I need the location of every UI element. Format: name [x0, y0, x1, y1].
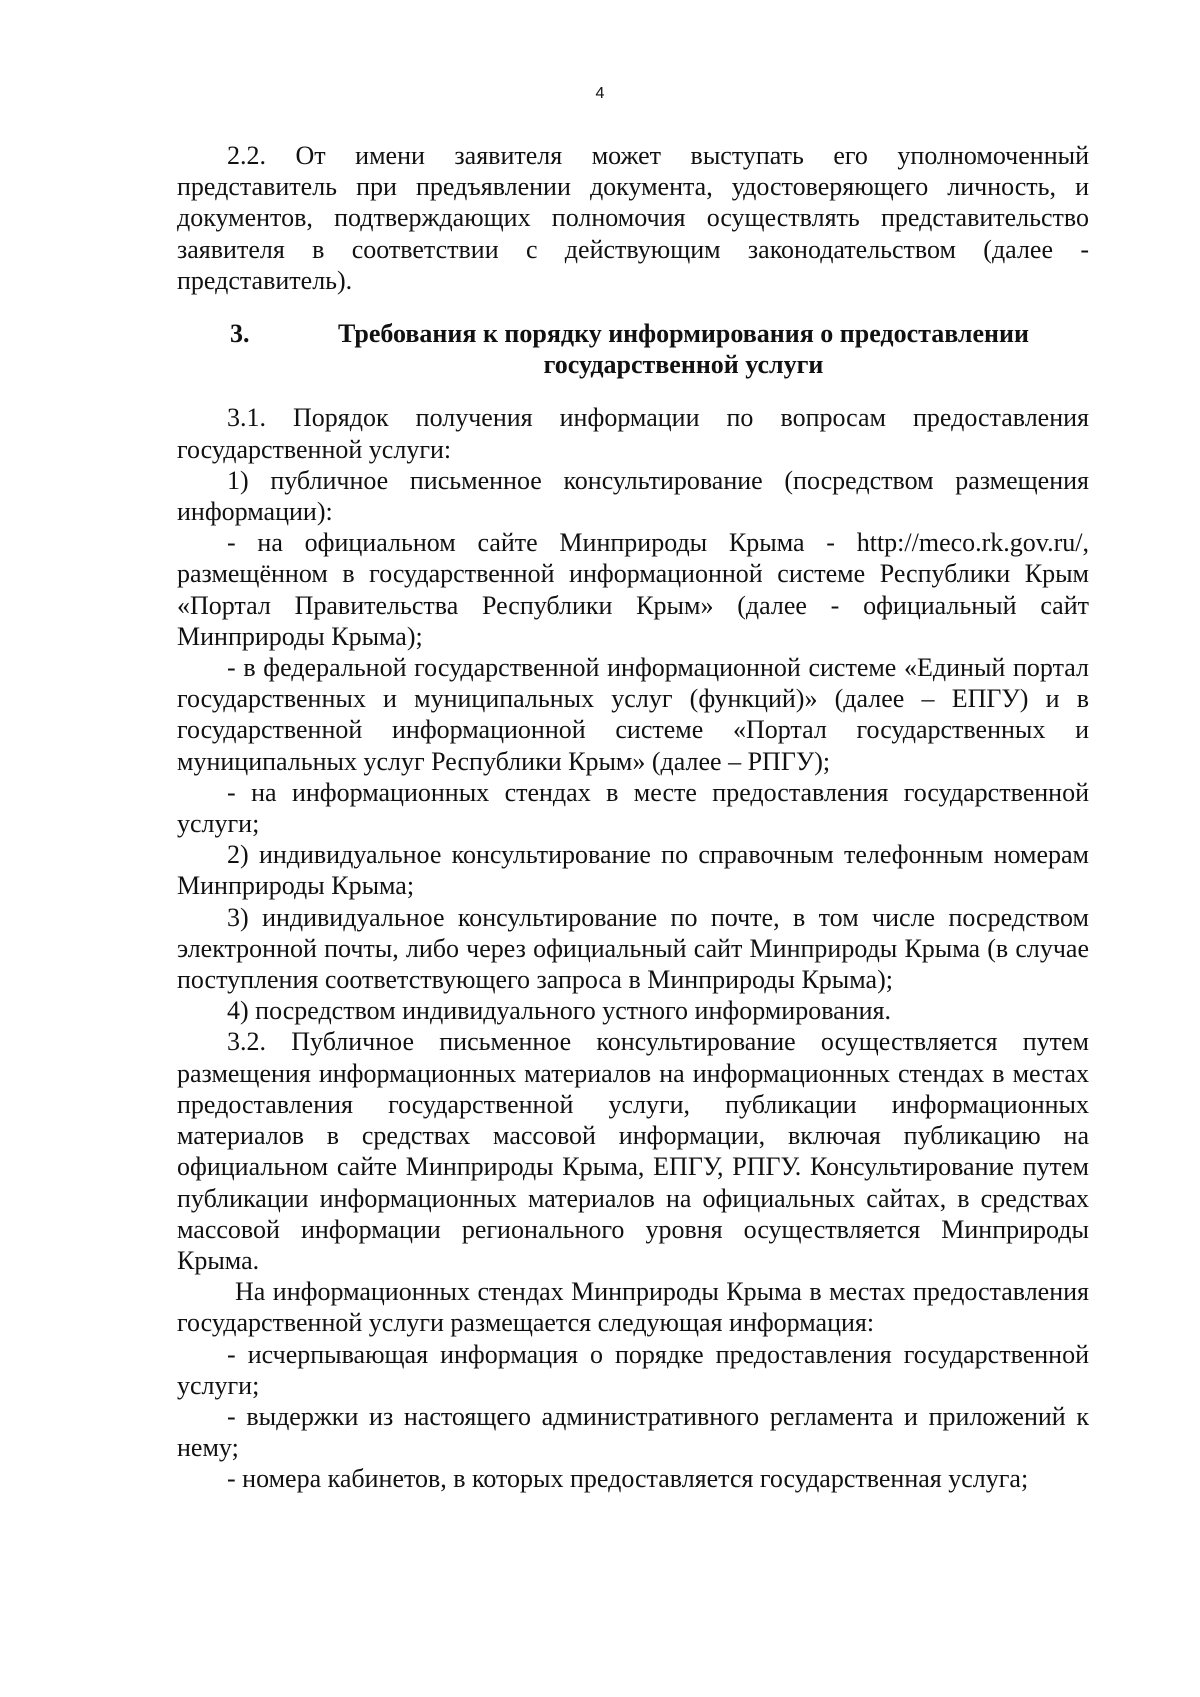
page-number: 4 [595, 85, 605, 102]
list-item-3: 3) индивидуальное консультирование по почте, в том числе посредством электронной почты, либо через официальный сайт Минприроды Крыма (в случае поступления соответствующего запроса в Минприроды Крыма); [177, 902, 1089, 995]
spacer [177, 296, 1089, 318]
section-number: 3. [230, 319, 250, 349]
spacer [177, 380, 1089, 402]
list-item-4: 4) посредством индивидуального устного информирования. [227, 996, 891, 1026]
paragraph-3-1: 3.1. Порядок получения информации по вопросам предоставления государственной услуги: [177, 403, 1089, 464]
list-item-2: 2) индивидуальное консультирование по справочным телефонным номерам Минприроды Крыма; [177, 840, 1089, 901]
section-heading [177, 318, 1089, 380]
list-item-1: 1) публичное письменное консультирование (посредством размещения информации): [177, 465, 1089, 527]
list-item-official-site: - на официальном сайте Минприроды Крыма - http://meco.rk.gov.ru/, размещённом в государственной информационной системе Республики Крым «Портал Правительства Республики Крым» (далее - официальный сайт Минприроды Крыма); [177, 528, 1089, 651]
document-body [177, 140, 1089, 1495]
section-title: Требования к порядку информирования о предоставлении государственной услуги [338, 319, 1029, 380]
paragraph-2-2: 2.2. От имени заявителя может выступать его уполномоченный представитель при предъявлении документа, удостоверяющего личность, и документов, подтверждающих полномочия осуществлять представительство заявителя в соответствии с действующим законодательством (далее - представитель). [177, 141, 1089, 295]
list-item-room-numbers: - номера кабинетов, в которых предоставляется государственная услуга; [227, 1464, 1029, 1494]
paragraph-3-2: 3.2. Публичное письменное консультирование осуществляется путем размещения информационных материалов на информационных стендах в местах предоставления государственной услуги, публикации информационных материалов в средствах массовой информации, включая публикацию на официальном сайте Минприроды Крыма, ЕПГУ, РПГУ. Консультирование путем публикации информационных материалов на официальных сайтах, в средствах массовой информации регионального уровня осуществляется Минприроды Крыма. [177, 1027, 1089, 1275]
list-item-exhaustive-info: - исчерпывающая информация о порядке предоставления государственной услуги; [177, 1339, 1089, 1400]
list-item-extracts: - выдержки из настоящего административного регламента и приложений к нему; [177, 1401, 1089, 1463]
paragraph-stands-info: На информационных стендах Минприроды Крыма в местах предоставления государственной услуги размещается следующая информация: [177, 1277, 1089, 1338]
list-item-epgu: - в федеральной государственной информационной системе «Единый портал государственных и муниципальных услуг (функций)» (далее – ЕПГУ) и в государственной информационной системе «Портал государственных и муниципальных услуг Республики Крым» (далее – РПГУ); [177, 653, 1089, 776]
list-item-stands: - на информационных стендах в месте предоставления государственной услуги; [177, 777, 1089, 839]
